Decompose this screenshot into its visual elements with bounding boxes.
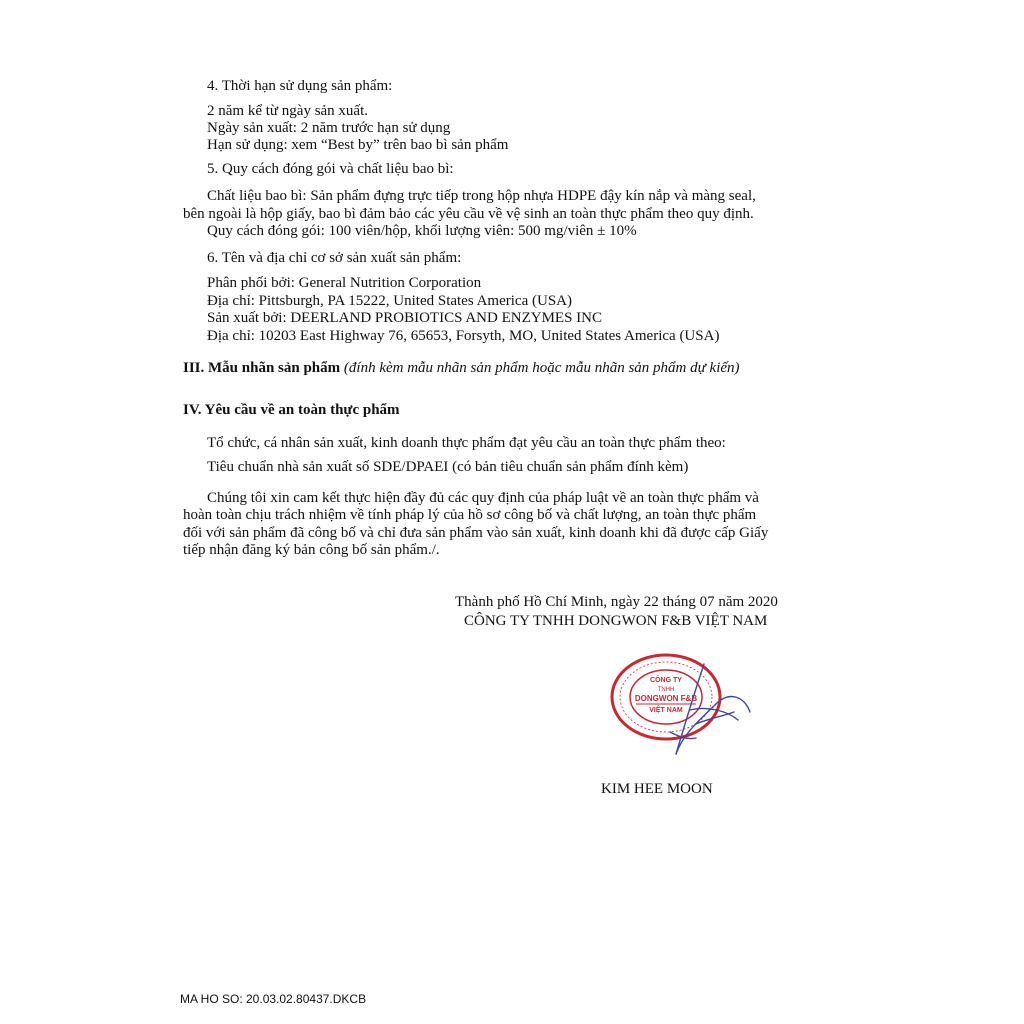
stamp-text-2: TNHH — [657, 687, 675, 693]
section-III-heading: III. Mẫu nhãn sản phẩm — [183, 360, 341, 376]
section-6-line-4: Địa chỉ: 10203 East Highway 76, 65653, Forsyth, MO, United States America (USA) — [207, 328, 720, 344]
record-code: MA HO SO: 20.03.02.80437.DKCB — [180, 992, 367, 1006]
stamp-text-4: VIỆT NAM — [649, 707, 683, 714]
section-6-heading: 6. Tên và địa chỉ cơ sở sản xuất sản phẩm: — [207, 250, 462, 266]
commitment-line-3: đối với sản phẩm đã công bố và chỉ đưa sản phẩm vào sản xuất, kinh doanh khi đã được cấp Giấy — [183, 525, 769, 541]
stamp-text-1: CÔNG TY — [650, 677, 682, 684]
commitment-line-2: hoàn toàn chịu trách nhiệm về tính pháp lý của hồ sơ công bố và chất lượng, an toàn thực phẩm — [183, 507, 757, 523]
section-5-line-1: Chất liệu bao bì: Sản phẩm đựng trực tiếp trong hộp nhựa HDPE đậy kín nắp và màng seal, — [207, 188, 756, 204]
seal-icon — [612, 655, 720, 739]
section-4-line-1: 2 năm kể từ ngày sản xuất. — [207, 103, 369, 119]
section-III-title — [183, 360, 740, 377]
section-6-line-3: Sản xuất bởi: DEERLAND PROBIOTICS AND ENZYMES INC — [207, 310, 603, 326]
company-seal-stamp — [606, 652, 756, 762]
section-IV-heading: IV. Yêu cầu về an toàn thực phẩm — [183, 402, 400, 418]
section-5-heading: 5. Quy cách đóng gói và chất liệu bao bì: — [207, 161, 454, 177]
commitment-line-4: tiếp nhận đăng ký bản công bố sản phẩm./. — [183, 542, 440, 558]
signer-name: KIM HEE MOON — [601, 781, 713, 797]
section-4-line-2: Ngày sản xuất: 2 năm trước hạn sử dụng — [207, 120, 451, 136]
section-6-line-2: Địa chỉ: Pittsburgh, PA 15222, United States America (USA) — [207, 293, 572, 309]
section-6-line-1: Phân phối bởi: General Nutrition Corporation — [207, 275, 482, 291]
stamp-text-3: DONGWON F&B — [634, 694, 698, 703]
section-5-line-3: Quy cách đóng gói: 100 viên/hộp, khối lượng viên: 500 mg/viên ± 10% — [207, 223, 637, 239]
company-name: CÔNG TY TNHH DONGWON F&B VIỆT NAM — [464, 613, 768, 629]
section-4-line-3: Hạn sử dụng: xem “Best by” trên bao bì sản phẩm — [207, 137, 509, 153]
section-III-note: (đính kèm mẫu nhãn sản phẩm hoặc mẫu nhãn sản phẩm dự kiến) — [343, 360, 740, 376]
section-5-line-2: bên ngoài là hộp giấy, bao bì đảm bảo các yêu cầu về vệ sinh an toàn thực phẩm theo quy định. — [183, 206, 754, 222]
date-line: Thành phố Hồ Chí Minh, ngày 22 tháng 07 năm 2020 — [455, 594, 778, 610]
section-IV-line-1: Tổ chức, cá nhân sản xuất, kinh doanh thực phẩm đạt yêu cầu an toàn thực phẩm theo: — [207, 435, 726, 451]
section-IV-line-2: Tiêu chuẩn nhà sản xuất số SDE/DPAEI (có bản tiêu chuẩn sản phẩm đính kèm) — [207, 459, 689, 475]
section-4-heading: 4. Thời hạn sử dụng sản phẩm: — [207, 78, 393, 94]
commitment-line-1: Chúng tôi xin cam kết thực hiện đầy đủ các quy định của pháp luật về an toàn thực phẩm và — [207, 490, 759, 506]
